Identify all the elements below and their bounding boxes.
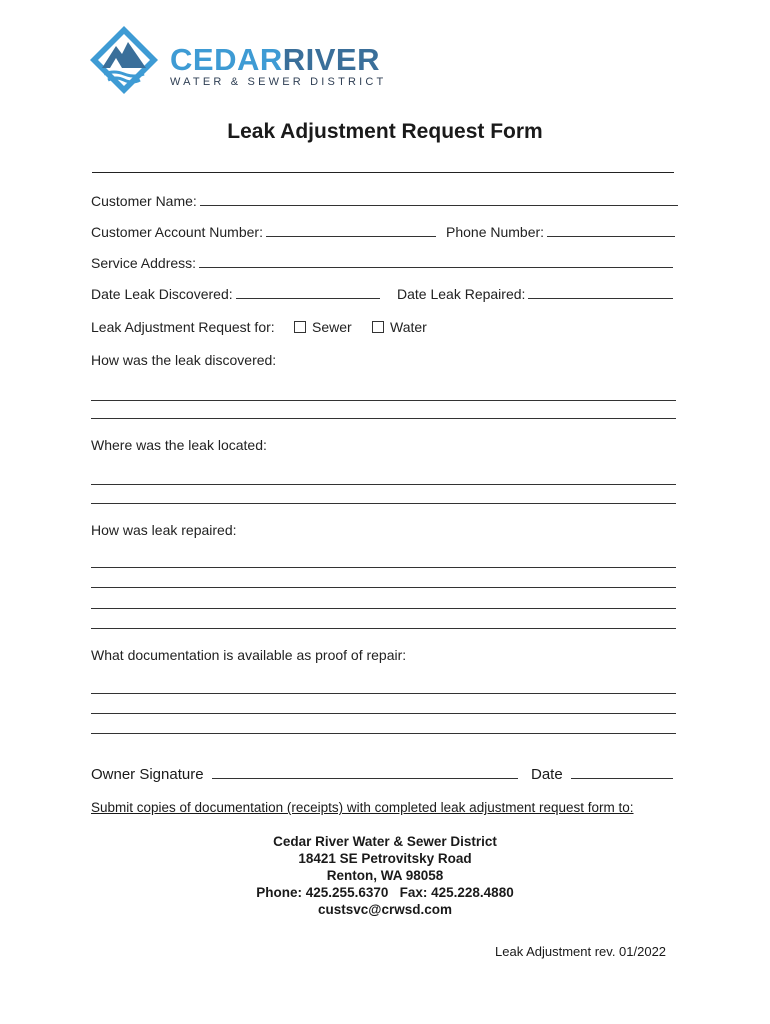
- water-option[interactable]: [372, 319, 427, 335]
- question-documentation: What documentation is available as proof of repair:: [91, 647, 407, 663]
- signature-date-field[interactable]: [571, 766, 673, 779]
- brand-part2: RIVER: [282, 42, 380, 77]
- owner-signature-row: [91, 766, 518, 783]
- title-underline: [92, 172, 674, 173]
- answer-line[interactable]: [91, 733, 676, 734]
- revision-footer: Leak Adjustment rev. 01/2022: [495, 944, 667, 959]
- mailing-address: [0, 833, 770, 918]
- service-address-row: [91, 255, 673, 271]
- phone-number-label: Phone Number:: [446, 224, 545, 240]
- answer-line[interactable]: [91, 608, 676, 609]
- signature-date-label: Date: [531, 766, 563, 783]
- answer-line[interactable]: [91, 503, 676, 504]
- date-discovered-field[interactable]: [236, 286, 380, 299]
- mountain-river-icon: [88, 24, 160, 104]
- date-discovered-label: Date Leak Discovered:: [91, 286, 233, 302]
- date-repaired-field[interactable]: [528, 286, 673, 299]
- phone-number-field[interactable]: [547, 224, 675, 237]
- owner-signature-label: Owner Signature: [91, 766, 204, 783]
- question-located: Where was the leak located:: [91, 437, 267, 453]
- answer-line[interactable]: [91, 418, 676, 419]
- sewer-checkbox[interactable]: [294, 321, 306, 333]
- account-number-row: [91, 224, 436, 240]
- customer-name-label: Customer Name:: [91, 193, 197, 209]
- brand-subtitle: WATER & SEWER DISTRICT: [170, 76, 387, 88]
- service-address-label: Service Address:: [91, 255, 197, 271]
- address-phone-fax: Phone: 425.255.6370 Fax: 425.228.4880: [256, 885, 514, 900]
- phone-number-row: [446, 224, 675, 240]
- request-for-label: Leak Adjustment Request for:: [91, 319, 275, 335]
- form-title: Leak Adjustment Request Form: [227, 120, 543, 143]
- customer-name-field[interactable]: [200, 193, 678, 206]
- brand-name: [170, 42, 380, 78]
- address-city: Renton, WA 98058: [326, 868, 444, 883]
- date-discovered-row: [91, 286, 380, 302]
- answer-line[interactable]: [91, 628, 676, 629]
- water-checkbox[interactable]: [372, 321, 384, 333]
- answer-line[interactable]: [91, 567, 676, 568]
- account-number-label: Customer Account Number:: [91, 224, 263, 240]
- service-address-field[interactable]: [199, 255, 673, 268]
- submit-instructions: Submit copies of documentation (receipts) with completed leak adjustment request form to:: [91, 800, 634, 815]
- brand-part1: CEDAR: [170, 42, 283, 77]
- answer-line[interactable]: [91, 400, 676, 401]
- answer-line[interactable]: [91, 587, 676, 588]
- water-label: Water: [390, 319, 427, 335]
- answer-line[interactable]: [91, 713, 676, 714]
- question-repaired: How was leak repaired:: [91, 522, 237, 538]
- answer-line[interactable]: [91, 484, 676, 485]
- answer-line[interactable]: [91, 693, 676, 694]
- account-number-field[interactable]: [266, 224, 436, 237]
- owner-signature-field[interactable]: [212, 766, 518, 779]
- sewer-option[interactable]: [294, 319, 352, 335]
- district-logo: [88, 24, 387, 104]
- address-street: 18421 SE Petrovitsky Road: [298, 851, 472, 866]
- customer-name-row: [91, 193, 678, 209]
- sewer-label: Sewer: [312, 319, 352, 335]
- question-discovered: How was the leak discovered:: [91, 352, 277, 368]
- address-email: custsvc@crwsd.com: [318, 902, 452, 917]
- signature-date-row: [531, 766, 673, 783]
- address-name: Cedar River Water & Sewer District: [273, 834, 497, 849]
- date-repaired-label: Date Leak Repaired:: [397, 286, 526, 302]
- date-repaired-row: [397, 286, 673, 302]
